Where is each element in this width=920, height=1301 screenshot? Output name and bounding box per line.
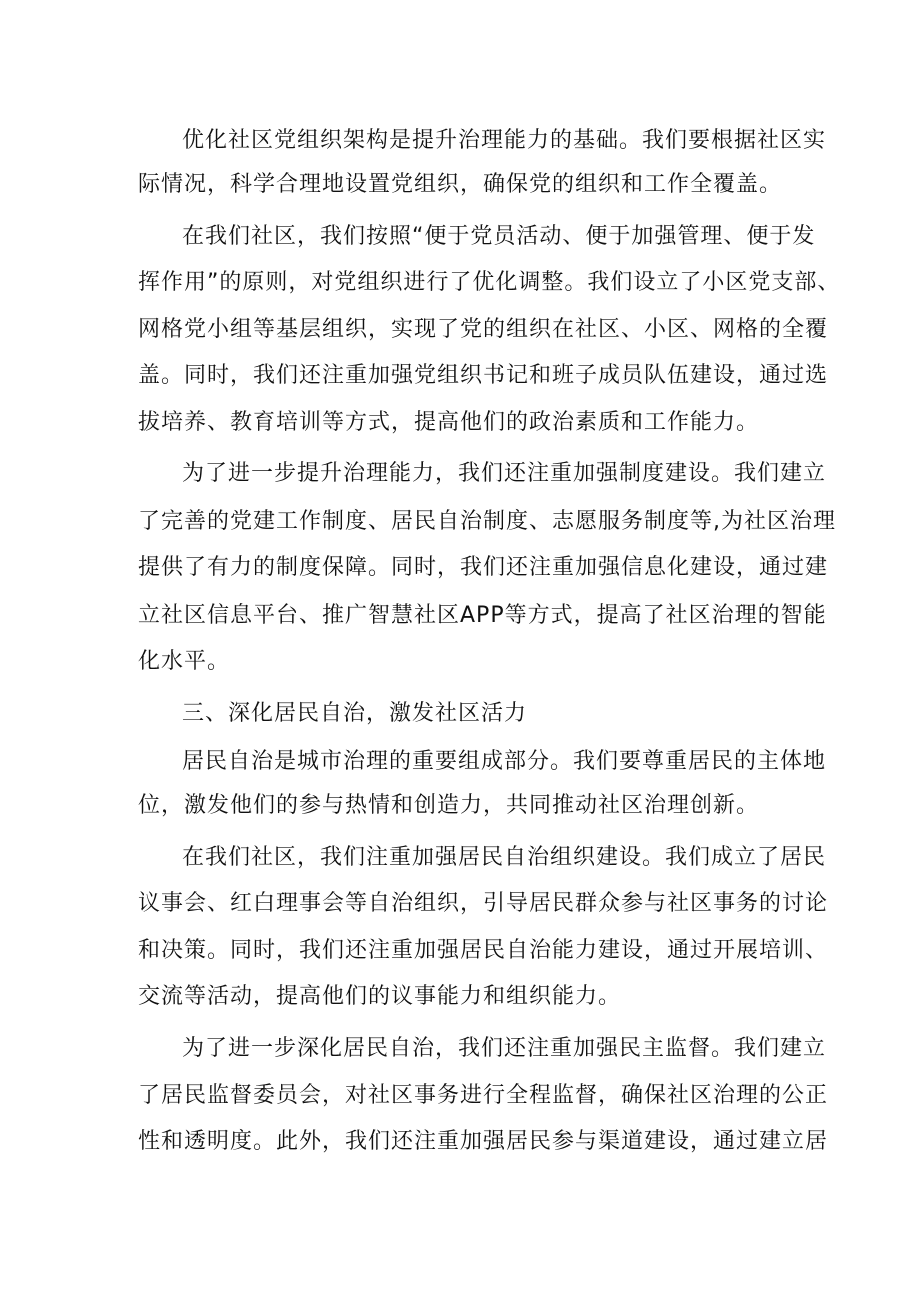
text-line: 了居民监督委员会，对社区事务进行全程监督，确保社区治理的公正 <box>138 1083 829 1108</box>
text-line: 议事会、红白理事会等自治组织，引导居民群众参与社区事务的讨论 <box>138 891 829 916</box>
text-line: 位，激发他们的参与热情和创造力，共同推动社区治理创新。 <box>138 793 760 818</box>
text-line: 提供了有力的制度保障。同时，我们还注重加强信息化建设，通过建 <box>138 555 829 580</box>
text-line: 挥作用”的原则，对党组织进行了优化调整。我们设立了小区党支部、 <box>138 270 841 295</box>
text-line: 性和透明度。此外，我们还注重加强居民参与渠道建设，通过建立居 <box>138 1129 829 1154</box>
text-line: 为了进一步提升治理能力，我们还注重加强制度建设。我们建立 <box>182 461 827 486</box>
text-line: 在我们社区，我们按照“便于党员活动、便于加强管理、便于发 <box>182 224 816 249</box>
text-line: 和决策。同时，我们还注重加强居民自治能力建设，通过开展培训、 <box>138 938 829 963</box>
text-line: 盖。同时，我们还注重加强党组织书记和班子成员队伍建设，通过选 <box>138 363 829 388</box>
text-line: 在我们社区，我们注重加强居民自治组织建设。我们成立了居民 <box>182 845 827 870</box>
text-line: 网格党小组等基层组织，实现了党的组织在社区、小区、网格的全覆 <box>138 317 829 342</box>
text-line: 优化社区党组织架构是提升治理能力的基础。我们要根据社区实 <box>182 128 827 153</box>
text-line: 居民自治是城市治理的重要组成部分。我们要尊重居民的主体地 <box>182 749 827 774</box>
text-line: 交流等活动，提高他们的议事能力和组织能力。 <box>138 984 622 1009</box>
text-line: 为了进一步深化居民自治，我们还注重加强民主监督。我们建立 <box>182 1036 827 1061</box>
text-line: 拔培养、教育培训等方式，提高他们的政治素质和工作能力。 <box>138 410 760 435</box>
text-line: 了完善的党建工作制度、居民自治制度、志愿服务制度等,为社区治理 <box>138 509 836 534</box>
section-heading: 三、深化居民自治，激发社区活力 <box>182 701 528 726</box>
text-line: 化水平。 <box>138 649 231 674</box>
text-line: 际情况，科学合理地设置党组织，确保党的组织和工作全覆盖。 <box>138 172 783 197</box>
text-line: 立社区信息平台、推广智慧社区APP等方式，提高了社区治理的智能 <box>138 603 827 628</box>
